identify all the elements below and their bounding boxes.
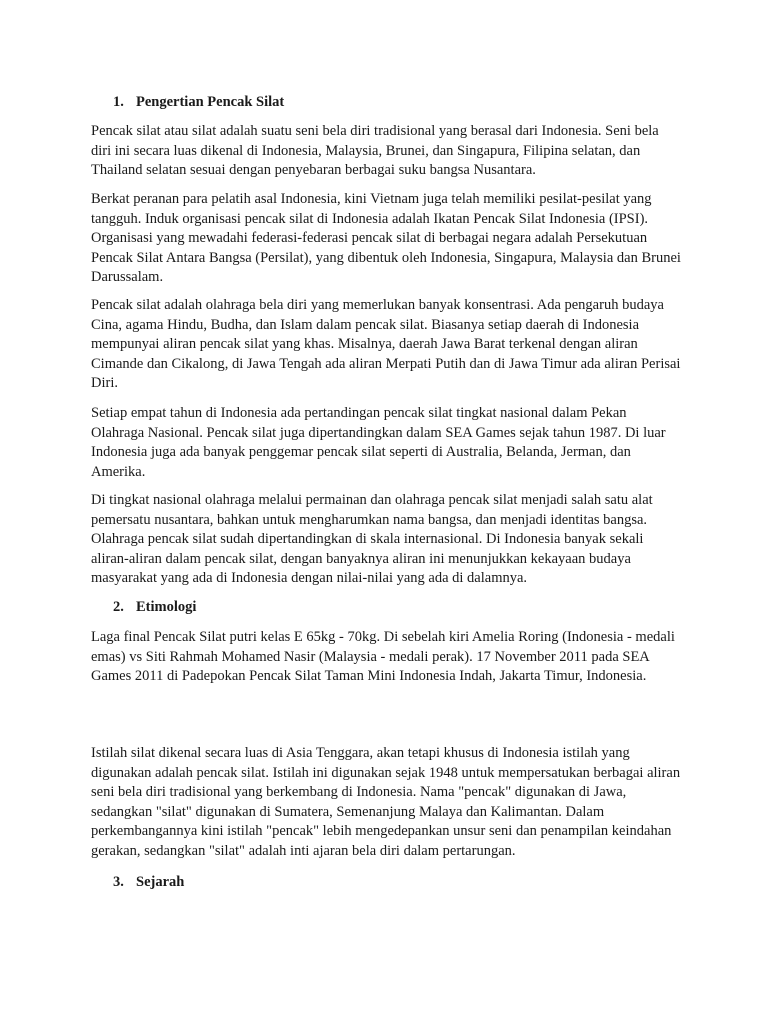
- section-heading-pengertian: [113, 93, 284, 111]
- section-number: 3.: [113, 874, 124, 890]
- section-heading-etimologi: [113, 598, 196, 616]
- section-heading-sejarah: [113, 873, 184, 891]
- paragraph: Berkat peranan para pelatih asal Indonesia, kini Vietnam juga telah memiliki pesilat-pesilat yang tangguh. Induk organisasi pencak silat di Indonesia adalah Ikatan Pencak Silat Indonesia (IPSI). Organisasi yang mewadahi federasi-federasi pencak silat di berbagai negara adalah Persekutuan Pencak Silat Antara Bangsa (Persilat), yang dibentuk oleh Indonesia, Singapura, Malaysia dan Brunei Darussalam.: [91, 191, 681, 285]
- section-number: 2.: [113, 599, 124, 615]
- paragraph: Di tingkat nasional olahraga melalui permainan dan olahraga pencak silat menjadi salah satu alat pemersatu nusantara, bahkan untuk mengharumkan nama bangsa, dan menjadi identitas bangsa. Olahraga pencak silat sudah dipertandingkan di skala internasional. Di Indonesia banyak sekali aliran-aliran dalam pencak silat, dengan banyaknya aliran ini menunjukkan kekayaan budaya masyarakat yang ada di Indonesia dengan nilai-nilai yang ada di dalamnya.: [91, 492, 653, 586]
- paragraph: Pencak silat atau silat adalah suatu seni bela diri tradisional yang berasal dari Indonesia. Seni bela diri ini secara luas dikenal di Indonesia, Malaysia, Brunei, dan Singapura, Filipina selatan, dan Thailand selatan sesuai dengan penyebaran berbagai suku bangsa Nusantara.: [91, 123, 659, 178]
- section-number: 1.: [113, 94, 124, 110]
- paragraph: Pencak silat adalah olahraga bela diri yang memerlukan banyak konsentrasi. Ada pengaruh budaya Cina, agama Hindu, Budha, dan Islam dalam pencak silat. Biasanya setiap daerah di Indonesia mempunyai aliran pencak silat yang khas. Misalnya, daerah Jawa Barat terkenal dengan aliran Cimande dan Cikalong, di Jawa Tengah ada aliran Merpati Putih dan di Jawa Timur ada aliran Perisai Diri.: [91, 297, 681, 391]
- paragraph: Laga final Pencak Silat putri kelas E 65kg - 70kg. Di sebelah kiri Amelia Roring (Indonesia - medali emas) vs Siti Rahmah Mohamed Nasir (Malaysia - medali perak). 17 November 2011 pada SEA Games 2011 di Padepokan Pencak Silat Taman Mini Indonesia Indah, Jakarta Timur, Indonesia.: [91, 629, 675, 684]
- section-title: Etimologi: [136, 599, 197, 615]
- paragraph: Setiap empat tahun di Indonesia ada pertandingan pencak silat tingkat nasional dalam Pekan Olahraga Nasional. Pencak silat juga dipertandingkan dalam SEA Games sejak tahun 1987. Di luar Indonesia juga ada banyak penggemar pencak silat seperti di Australia, Belanda, Jerman, dan Amerika.: [91, 405, 666, 480]
- section-title: Pengertian Pencak Silat: [136, 94, 285, 110]
- section-title: Sejarah: [136, 874, 185, 890]
- paragraph: Istilah silat dikenal secara luas di Asia Tenggara, akan tetapi khusus di Indonesia istilah yang digunakan adalah pencak silat. Istilah ini digunakan sejak 1948 untuk mempersatukan berbagai aliran seni bela diri tradisional yang berkembang di Indonesia. Nama "pencak" digunakan di Jawa, sedangkan "silat" digunakan di Sumatera, Semenanjung Malaya dan Kalimantan. Dalam perkembangannya kini istilah "pencak" lebih mengedepankan unsur seni dan penampilan keindahan gerakan, sedangkan "silat" adalah inti ajaran bela diri dalam pertarungan.: [91, 745, 681, 859]
